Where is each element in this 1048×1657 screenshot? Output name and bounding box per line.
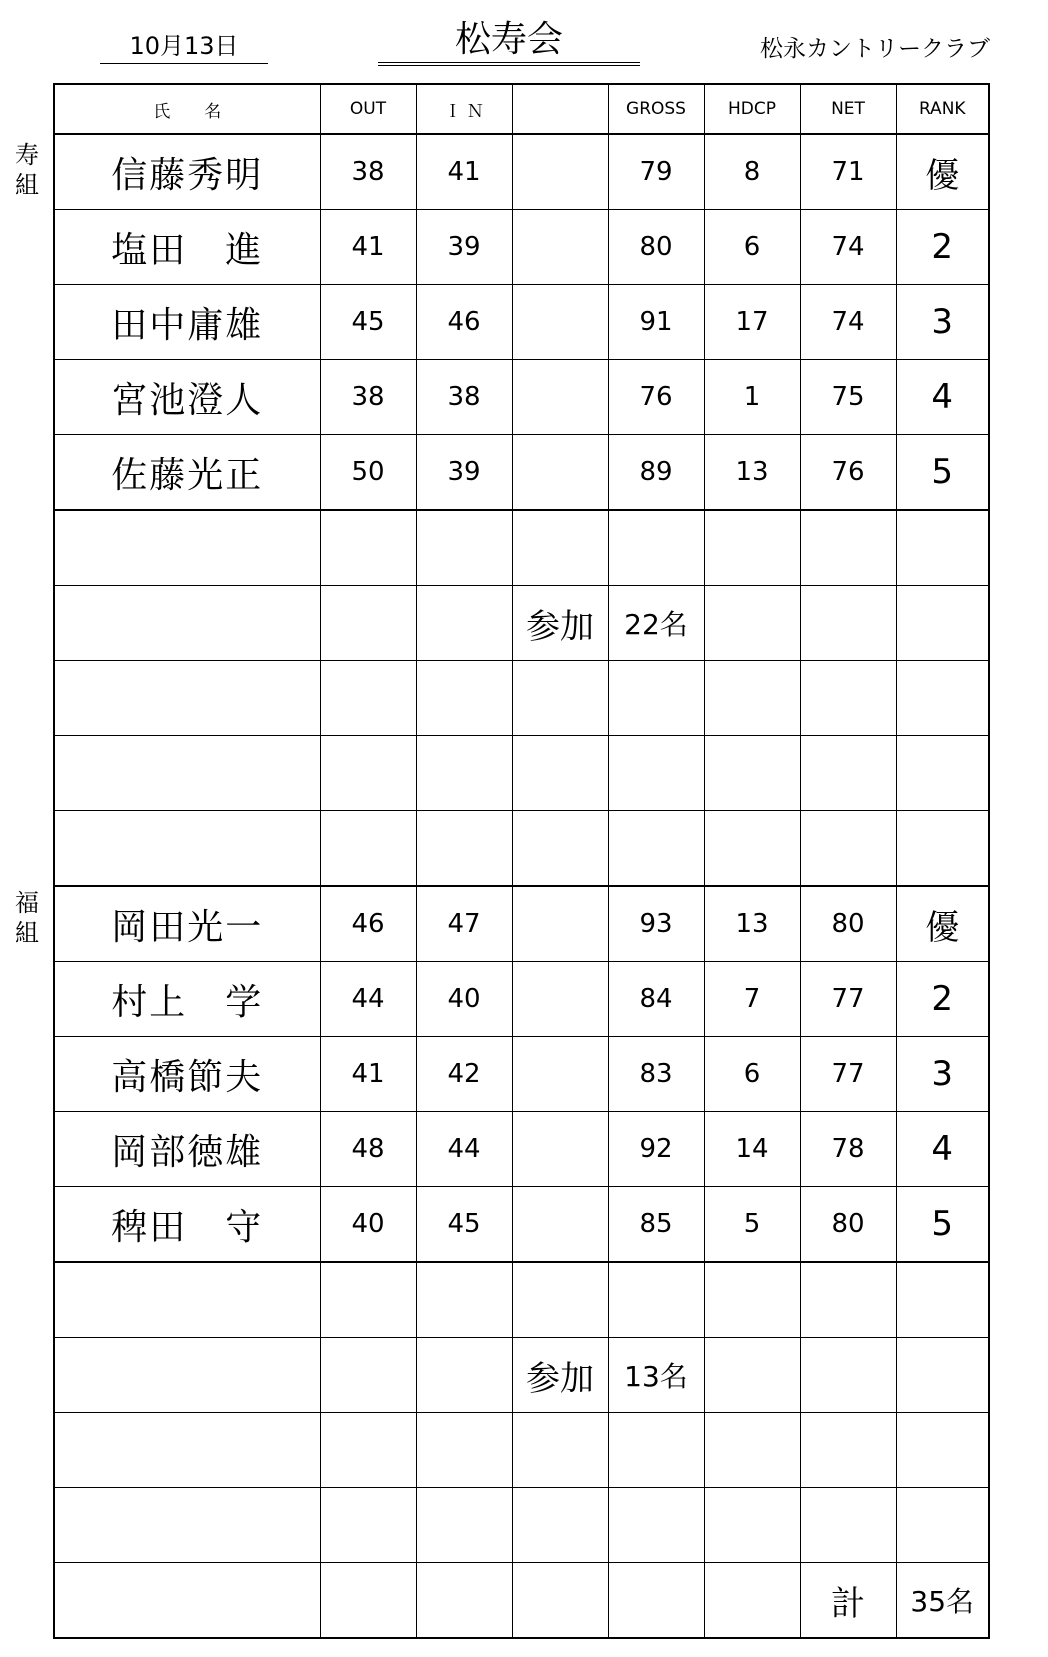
- blank-cell: [512, 134, 608, 210]
- player-name: 宮池澄人: [54, 360, 320, 435]
- participation-count: 22名: [608, 586, 704, 661]
- player-name: 信藤秀明: [54, 134, 320, 210]
- player-name: 岡田光一: [54, 886, 320, 962]
- handicap: 13: [704, 435, 800, 511]
- player-name: 稗田 守: [54, 1187, 320, 1263]
- col-in: Ｉ Ｎ: [416, 84, 512, 134]
- handicap: 5: [704, 1187, 800, 1263]
- out-score: 45: [320, 285, 416, 360]
- handicap: 7: [704, 962, 800, 1037]
- empty-row: [54, 1262, 989, 1338]
- net-score: 80: [800, 1187, 896, 1263]
- gross-score: 91: [608, 285, 704, 360]
- in-score: 47: [416, 886, 512, 962]
- out-score: 46: [320, 886, 416, 962]
- date: 10月13日: [100, 26, 268, 64]
- empty-row: [54, 1488, 989, 1563]
- net-score: 77: [800, 962, 896, 1037]
- out-score: 41: [320, 210, 416, 285]
- group-label-kotobuki: 寿組: [15, 141, 39, 199]
- rank: 2: [896, 962, 989, 1037]
- player-name: 高橋節夫: [54, 1037, 320, 1112]
- col-name: 氏 名: [54, 84, 320, 134]
- rank: 優: [896, 886, 989, 962]
- out-score: 38: [320, 360, 416, 435]
- blank-cell: [512, 435, 608, 511]
- table-row: [54, 886, 989, 962]
- in-score: 46: [416, 285, 512, 360]
- out-score: 44: [320, 962, 416, 1037]
- out-score: 50: [320, 435, 416, 511]
- table-row: [54, 1112, 989, 1187]
- net-score: 74: [800, 285, 896, 360]
- blank-cell: [512, 285, 608, 360]
- blank-cell: [512, 1187, 608, 1263]
- participation-row: [54, 586, 989, 661]
- score-table: [53, 83, 990, 1639]
- net-score: 77: [800, 1037, 896, 1112]
- table-row: [54, 134, 989, 210]
- blank-cell: [512, 210, 608, 285]
- col-gross: GROSS: [608, 84, 704, 134]
- empty-row: [54, 661, 989, 736]
- total-row: [54, 1563, 989, 1639]
- event-title: 松寿会: [378, 18, 640, 66]
- participation-row: [54, 1338, 989, 1413]
- blank-cell: [512, 886, 608, 962]
- handicap: 17: [704, 285, 800, 360]
- player-name: 村上 学: [54, 962, 320, 1037]
- total-count: 35名: [896, 1563, 989, 1639]
- blank-cell: [512, 1037, 608, 1112]
- header-row: [54, 84, 989, 134]
- rank: 5: [896, 1187, 989, 1263]
- net-score: 78: [800, 1112, 896, 1187]
- empty-row: [54, 1413, 989, 1488]
- empty-row: [54, 510, 989, 586]
- player-name: 岡部徳雄: [54, 1112, 320, 1187]
- net-score: 75: [800, 360, 896, 435]
- empty-row: [54, 736, 989, 811]
- in-score: 42: [416, 1037, 512, 1112]
- gross-score: 80: [608, 210, 704, 285]
- gross-score: 76: [608, 360, 704, 435]
- gross-score: 93: [608, 886, 704, 962]
- in-score: 40: [416, 962, 512, 1037]
- table-row: [54, 962, 989, 1037]
- table-row: [54, 210, 989, 285]
- blank-cell: [512, 360, 608, 435]
- in-score: 39: [416, 435, 512, 511]
- gross-score: 85: [608, 1187, 704, 1263]
- col-out: OUT: [320, 84, 416, 134]
- group-label-fuku: 福組: [15, 889, 39, 947]
- out-score: 41: [320, 1037, 416, 1112]
- col-blank: [512, 84, 608, 134]
- rank: 4: [896, 360, 989, 435]
- net-score: 71: [800, 134, 896, 210]
- in-score: 41: [416, 134, 512, 210]
- gross-score: 83: [608, 1037, 704, 1112]
- empty-row: [54, 811, 989, 887]
- table-row: [54, 1037, 989, 1112]
- handicap: 1: [704, 360, 800, 435]
- table-row: [54, 360, 989, 435]
- gross-score: 89: [608, 435, 704, 511]
- rank: 3: [896, 285, 989, 360]
- handicap: 6: [704, 1037, 800, 1112]
- table-row: [54, 435, 989, 511]
- club-name: 松永カントリークラブ: [760, 36, 990, 62]
- player-name: 佐藤光正: [54, 435, 320, 511]
- handicap: 14: [704, 1112, 800, 1187]
- col-net: NET: [800, 84, 896, 134]
- blank-cell: [512, 962, 608, 1037]
- table-row: [54, 1187, 989, 1263]
- out-score: 48: [320, 1112, 416, 1187]
- participation-count: 13名: [608, 1338, 704, 1413]
- col-hdcp: HDCP: [704, 84, 800, 134]
- gross-score: 92: [608, 1112, 704, 1187]
- net-score: 80: [800, 886, 896, 962]
- net-score: 74: [800, 210, 896, 285]
- participation-label: 参加: [512, 586, 608, 661]
- handicap: 6: [704, 210, 800, 285]
- rank: 2: [896, 210, 989, 285]
- table-row: [54, 285, 989, 360]
- out-score: 38: [320, 134, 416, 210]
- participation-label: 参加: [512, 1338, 608, 1413]
- gross-score: 79: [608, 134, 704, 210]
- player-name: 田中庸雄: [54, 285, 320, 360]
- player-name: 塩田 進: [54, 210, 320, 285]
- total-label: 計: [800, 1563, 896, 1639]
- rank: 5: [896, 435, 989, 511]
- handicap: 13: [704, 886, 800, 962]
- in-score: 38: [416, 360, 512, 435]
- net-score: 76: [800, 435, 896, 511]
- blank-cell: [512, 1112, 608, 1187]
- in-score: 44: [416, 1112, 512, 1187]
- out-score: 40: [320, 1187, 416, 1263]
- col-rank: RANK: [896, 84, 989, 134]
- handicap: 8: [704, 134, 800, 210]
- in-score: 39: [416, 210, 512, 285]
- rank: 4: [896, 1112, 989, 1187]
- gross-score: 84: [608, 962, 704, 1037]
- in-score: 45: [416, 1187, 512, 1263]
- rank: 優: [896, 134, 989, 210]
- rank: 3: [896, 1037, 989, 1112]
